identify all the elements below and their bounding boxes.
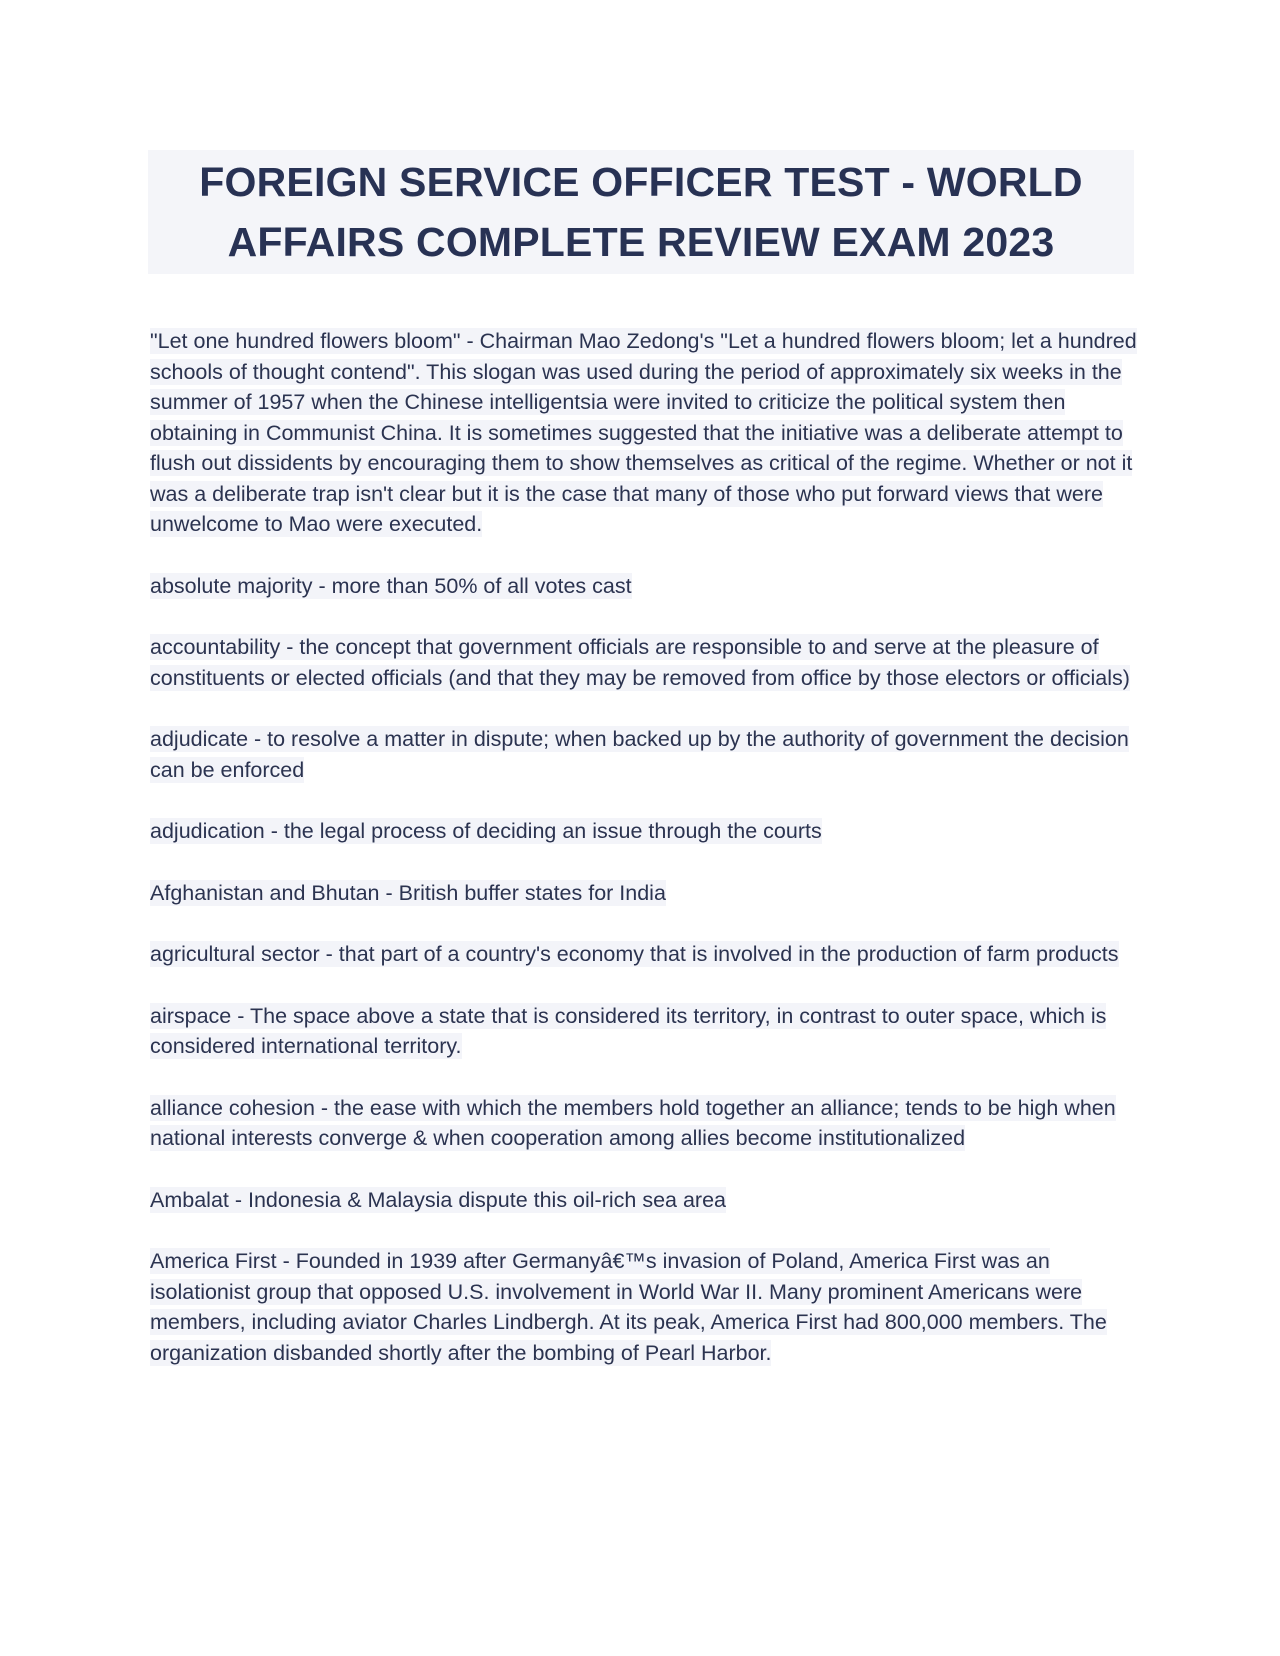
glossary-entry	[150, 1093, 1140, 1154]
title-banner	[148, 150, 1134, 274]
glossary-entry	[150, 632, 1140, 693]
entry-text: agricultural sector - that part of a country's economy that is involved in the production of farm products	[150, 942, 1119, 966]
entry-text: America First - Founded in 1939 after Germanyâ€™s invasion of Poland, America First was an isolationist group that opposed U.S. involvement in World War II. Many prominent Americans were members, including aviator Charles Lindbergh. At its peak, America First had 800,000 members. The organization disbanded shortly after the bombing of Pearl Harbor.	[150, 1249, 1107, 1365]
entry-text: alliance cohesion - the ease with which the members hold together an alliance; tends to be high when national interests converge & when cooperation among allies become institutionalized	[150, 1095, 1116, 1150]
glossary-entry	[150, 724, 1140, 785]
entry-text: adjudication - the legal process of deciding an issue through the courts	[150, 819, 822, 843]
entry-text: Ambalat - Indonesia & Malaysia dispute this oil-rich sea area	[150, 1187, 727, 1212]
glossary-entry	[150, 939, 1140, 970]
glossary-entry	[150, 1246, 1140, 1368]
entry-text: accountability - the concept that government officials are responsible to and serve at the pleasure of constituents or elected officials (and that they may be removed from office by those electors or officials)	[150, 635, 1130, 690]
entry-text: adjudicate - to resolve a matter in dispute; when backed up by the authority of government the decision can be enforced	[150, 727, 1129, 782]
glossary-entry	[150, 816, 1140, 847]
glossary-entry	[150, 571, 1140, 602]
glossary-entry	[150, 878, 1140, 909]
entry-text: "Let one hundred flowers bloom" - Chairman Mao Zedong's "Let a hundred flowers bloom; let a hundred schools of thought contend". This slogan was used during the period of approximately six weeks in the summer of 1957 when the Chinese intelligentsia were invited to criticize the political system then obtaining in Communist China. It is sometimes suggested that the initiative was a deliberate attempt to flush out dissidents by encouraging them to show themselves as critical of the regime. Whether or not it was a deliberate trap isn't clear but it is the case that many of those who put forward views that were unwelcome to Mao were executed.	[150, 329, 1137, 536]
glossary-entry	[150, 326, 1140, 540]
glossary-entry	[150, 1185, 1140, 1216]
glossary-list	[150, 326, 1140, 1399]
glossary-entry	[150, 1001, 1140, 1062]
entry-text: Afghanistan and Bhutan - British buffer states for India	[150, 880, 666, 905]
entry-text: absolute majority - more than 50% of all votes cast	[150, 573, 632, 598]
document-title: FOREIGN SERVICE OFFICER TEST - WORLD AFFAIRS COMPLETE REVIEW EXAM 2023	[199, 159, 1083, 265]
entry-text: airspace - The space above a state that is considered its territory, in contrast to outer space, which is considered international territory.	[150, 1003, 1107, 1058]
